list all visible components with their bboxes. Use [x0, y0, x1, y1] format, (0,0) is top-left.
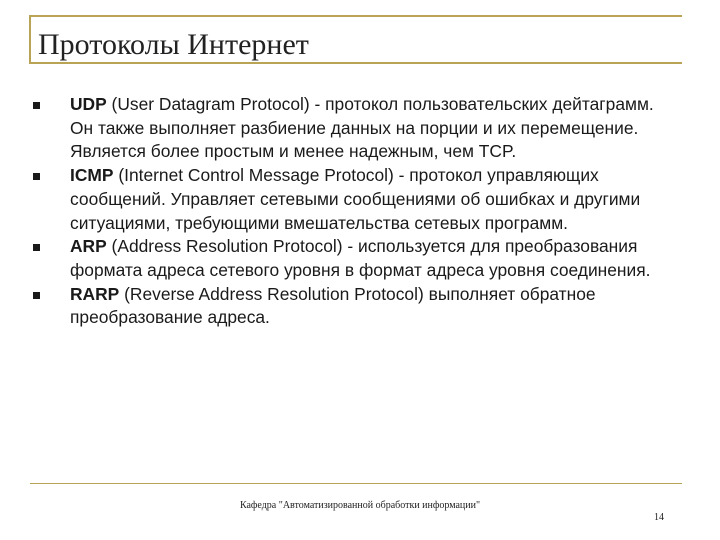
- bullet-text: (Reverse Address Resolution Protocol) выполняет обратное преобразование адреса.: [70, 283, 596, 328]
- footer-department: Кафедра "Автоматизированной обработки информации": [239, 500, 481, 511]
- page-number: 14: [654, 512, 664, 523]
- square-bullet-icon: [33, 292, 40, 299]
- frame-top-line: [30, 15, 682, 17]
- footer-divider: [30, 483, 682, 484]
- bullet-term: UDP: [70, 94, 107, 114]
- bullet-text: (Address Resolution Protocol) - используется для преобразования формата адреса сетевого уровня в формат адреса уровня соединения.: [70, 236, 651, 280]
- bullet-term: ARP: [70, 236, 107, 257]
- square-bullet-icon: [33, 173, 40, 180]
- bullet-list: [30, 93, 670, 330]
- bullet-term: ICMP: [70, 165, 114, 186]
- bullet-text: (User Datagram Protocol) - протокол пользовательских дейтаграмм. Он также выполняет разбиение данных на порции и их перемещение. Является более простым и менее надежным, чем TCP.: [70, 94, 654, 162]
- bullet-item-rarp: [30, 283, 670, 330]
- bullet-term: RARP: [70, 283, 120, 304]
- frame-left-line: [29, 15, 31, 63]
- slide-title: Протоколы Интернет: [38, 28, 309, 61]
- square-bullet-icon: [33, 102, 40, 109]
- bullet-item-arp: [30, 235, 670, 282]
- square-bullet-icon: [33, 244, 40, 251]
- bullet-text: (Internet Control Message Protocol) - протокол управляющих сообщений. Управляет сетевыми сообщениями об ошибках и другими ситуациями, требующими вмешательства сетевых программ.: [70, 165, 641, 233]
- bullet-item-udp: [30, 93, 670, 164]
- bullet-item-icmp: [30, 164, 670, 235]
